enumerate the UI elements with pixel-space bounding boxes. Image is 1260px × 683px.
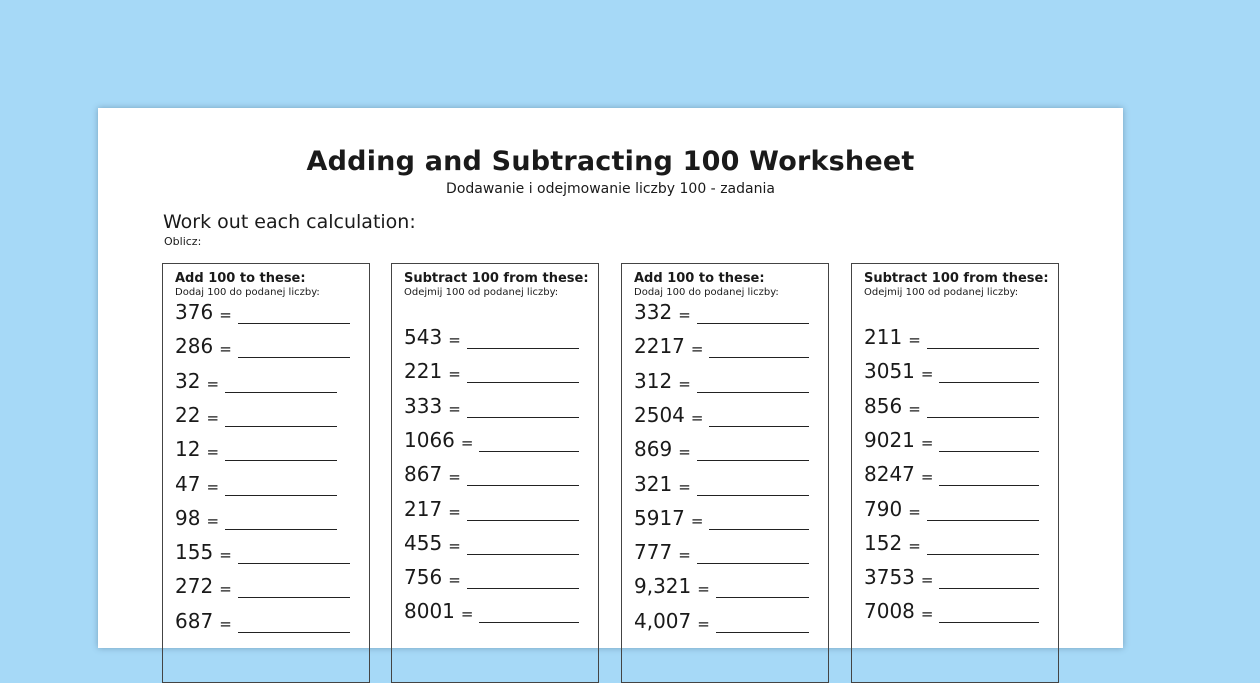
equals-sign: = [448, 571, 461, 590]
equals-sign: = [690, 340, 704, 359]
problem-row [175, 294, 350, 324]
problem-row [634, 500, 809, 530]
problem-row [404, 559, 579, 589]
answer-blank[interactable] [709, 402, 809, 427]
problem-row [404, 353, 579, 383]
equals-sign: = [678, 546, 691, 565]
equals-sign: = [678, 477, 691, 496]
equals-sign: = [448, 468, 461, 487]
add-100-box-1 [162, 263, 370, 683]
problem-row [404, 319, 579, 349]
problem-number: 221 [404, 359, 443, 384]
answer-blank[interactable] [927, 324, 1039, 349]
problem-number: 790 [864, 496, 903, 521]
instruction-text: Work out each calculation: [163, 211, 416, 233]
answer-blank[interactable] [225, 436, 337, 461]
problem-row [404, 593, 579, 623]
problem-number: 211 [864, 325, 903, 349]
equals-sign: = [219, 580, 232, 599]
answer-blank[interactable] [716, 608, 809, 633]
equals-sign: = [206, 374, 220, 393]
equals-sign: = [448, 399, 461, 418]
answer-blank[interactable] [927, 530, 1039, 555]
problem-number: 8247 [864, 462, 915, 487]
problem-row [404, 525, 579, 555]
problem-number: 321 [634, 471, 673, 496]
box-title: Subtract 100 from these: [864, 271, 1049, 286]
box-title: Subtract 100 from these: [404, 271, 589, 286]
problem-number: 5917 [634, 505, 685, 530]
equals-sign: = [678, 374, 691, 393]
problem-row [864, 388, 1039, 418]
equals-sign: = [690, 511, 704, 530]
equals-sign: = [690, 408, 704, 427]
subtract-100-box-1 [391, 263, 599, 683]
answer-blank[interactable] [939, 598, 1039, 623]
equals-sign: = [219, 306, 232, 324]
problem-row [404, 422, 579, 452]
equals-sign: = [219, 614, 232, 633]
answer-blank[interactable] [467, 393, 579, 418]
equals-sign: = [697, 614, 710, 633]
answer-blank[interactable] [479, 598, 579, 623]
answer-blank[interactable] [939, 358, 1039, 383]
answer-blank[interactable] [939, 461, 1039, 486]
problem-row [175, 397, 337, 427]
problem-row [634, 397, 809, 427]
equals-sign: = [908, 502, 921, 521]
problem-row [634, 568, 809, 598]
answer-blank[interactable] [697, 539, 809, 564]
problem-row [175, 431, 337, 461]
worksheet-page [98, 108, 1123, 648]
equals-sign: = [206, 408, 220, 427]
problem-row [634, 466, 809, 496]
equals-sign: = [920, 433, 934, 452]
problem-row [634, 363, 809, 393]
answer-blank[interactable] [467, 324, 579, 349]
box-subtitle: Odejmij 100 od podanej liczby: [864, 287, 1019, 298]
problem-row [864, 353, 1039, 383]
answer-blank[interactable] [697, 471, 809, 496]
problem-row [864, 491, 1039, 521]
box-subtitle: Dodaj 100 do podanej liczby: [634, 287, 779, 298]
answer-blank[interactable] [467, 358, 579, 383]
problem-row [864, 559, 1039, 589]
problem-row [175, 500, 337, 530]
equals-sign: = [908, 536, 921, 555]
box-subtitle: Odejmij 100 od podanej liczby: [404, 287, 559, 298]
problem-row [175, 568, 350, 598]
problem-number: 312 [634, 368, 673, 393]
answer-blank[interactable] [238, 539, 350, 564]
box-title: Add 100 to these: [175, 271, 306, 286]
problem-number: 756 [404, 565, 443, 590]
equals-sign: = [920, 365, 934, 384]
problem-row [634, 603, 809, 633]
answer-blank[interactable] [467, 530, 579, 555]
answer-blank[interactable] [238, 299, 350, 324]
problem-number: 869 [634, 437, 673, 462]
equals-sign: = [678, 443, 691, 462]
problem-number: 155 [175, 540, 214, 565]
problem-row [175, 328, 350, 358]
problem-number: 12 [175, 437, 201, 462]
problem-number: 286 [175, 334, 214, 359]
equals-sign: = [920, 468, 934, 487]
equals-sign: = [678, 306, 691, 324]
problem-number: 332 [634, 300, 673, 324]
answer-blank[interactable] [697, 299, 809, 324]
answer-blank[interactable] [225, 402, 337, 427]
problem-row [404, 388, 579, 418]
problem-number: 543 [404, 325, 443, 349]
equals-sign: = [920, 571, 934, 590]
problem-row [175, 603, 350, 633]
problem-number: 47 [175, 471, 201, 496]
problem-number: 455 [404, 530, 443, 555]
problem-number: 3753 [864, 565, 915, 590]
problem-number: 217 [404, 496, 443, 521]
answer-blank[interactable] [225, 505, 337, 530]
equals-sign: = [920, 605, 934, 624]
answer-blank[interactable] [939, 564, 1039, 589]
answer-blank[interactable] [927, 393, 1039, 418]
problem-number: 272 [175, 574, 214, 599]
problem-number: 9021 [864, 427, 915, 452]
equals-sign: = [908, 331, 921, 349]
answer-blank[interactable] [225, 471, 337, 496]
answer-blank[interactable] [709, 505, 809, 530]
problem-number: 333 [404, 393, 443, 418]
problem-row [175, 363, 337, 393]
problem-number: 3051 [864, 359, 915, 384]
problem-row [634, 294, 809, 324]
problem-number: 152 [864, 530, 903, 555]
equals-sign: = [448, 365, 461, 384]
answer-blank[interactable] [467, 564, 579, 589]
box-title: Add 100 to these: [634, 271, 765, 286]
instruction-translation: Oblicz: [164, 235, 202, 248]
subtract-100-box-2 [851, 263, 1059, 683]
problem-row [864, 456, 1039, 486]
problem-row [864, 422, 1039, 452]
answer-blank[interactable] [709, 333, 809, 358]
answer-blank[interactable] [927, 496, 1039, 521]
equals-sign: = [219, 340, 232, 359]
problem-number: 1066 [404, 427, 455, 452]
answer-blank[interactable] [238, 573, 350, 598]
worksheet-title: Adding and Subtracting 100 Worksheet [306, 146, 915, 177]
problem-number: 777 [634, 540, 673, 565]
problem-row [404, 456, 579, 486]
problem-number: 22 [175, 402, 201, 427]
problem-row [864, 525, 1039, 555]
answer-blank[interactable] [238, 333, 350, 358]
answer-blank[interactable] [697, 436, 809, 461]
answer-blank[interactable] [467, 496, 579, 521]
answer-blank[interactable] [697, 368, 809, 393]
equals-sign: = [448, 536, 461, 555]
problem-number: 32 [175, 368, 201, 393]
problem-row [175, 466, 337, 496]
problem-number: 376 [175, 300, 214, 324]
answer-blank[interactable] [238, 608, 350, 633]
problem-number: 2217 [634, 334, 685, 359]
equals-sign: = [206, 477, 220, 496]
answer-blank[interactable] [939, 427, 1039, 452]
equals-sign: = [448, 502, 461, 521]
problem-row [404, 491, 579, 521]
equals-sign: = [206, 443, 220, 462]
problem-row [634, 328, 809, 358]
equals-sign: = [908, 399, 921, 418]
problem-row [864, 593, 1039, 623]
equals-sign: = [460, 605, 474, 624]
problem-number: 7008 [864, 599, 915, 624]
equals-sign: = [697, 580, 710, 599]
problem-row [864, 319, 1039, 349]
problem-number: 4,007 [634, 608, 692, 633]
problem-row [175, 534, 350, 564]
problem-number: 687 [175, 608, 214, 633]
answer-blank[interactable] [467, 461, 579, 486]
problem-number: 9,321 [634, 574, 692, 599]
equals-sign: = [219, 546, 232, 565]
add-100-box-2 [621, 263, 829, 683]
equals-sign: = [448, 331, 461, 349]
answer-blank[interactable] [479, 427, 579, 452]
problem-row [634, 431, 809, 461]
problem-number: 867 [404, 462, 443, 487]
problem-number: 8001 [404, 599, 455, 624]
problem-number: 856 [864, 393, 903, 418]
answer-blank[interactable] [716, 573, 809, 598]
answer-blank[interactable] [225, 368, 337, 393]
equals-sign: = [206, 511, 220, 530]
worksheet-subtitle: Dodawanie i odejmowanie liczby 100 - zadania [446, 181, 775, 197]
problem-row [634, 534, 809, 564]
box-subtitle: Dodaj 100 do podanej liczby: [175, 287, 320, 298]
equals-sign: = [460, 433, 474, 452]
problem-number: 98 [175, 505, 201, 530]
problem-number: 2504 [634, 402, 685, 427]
